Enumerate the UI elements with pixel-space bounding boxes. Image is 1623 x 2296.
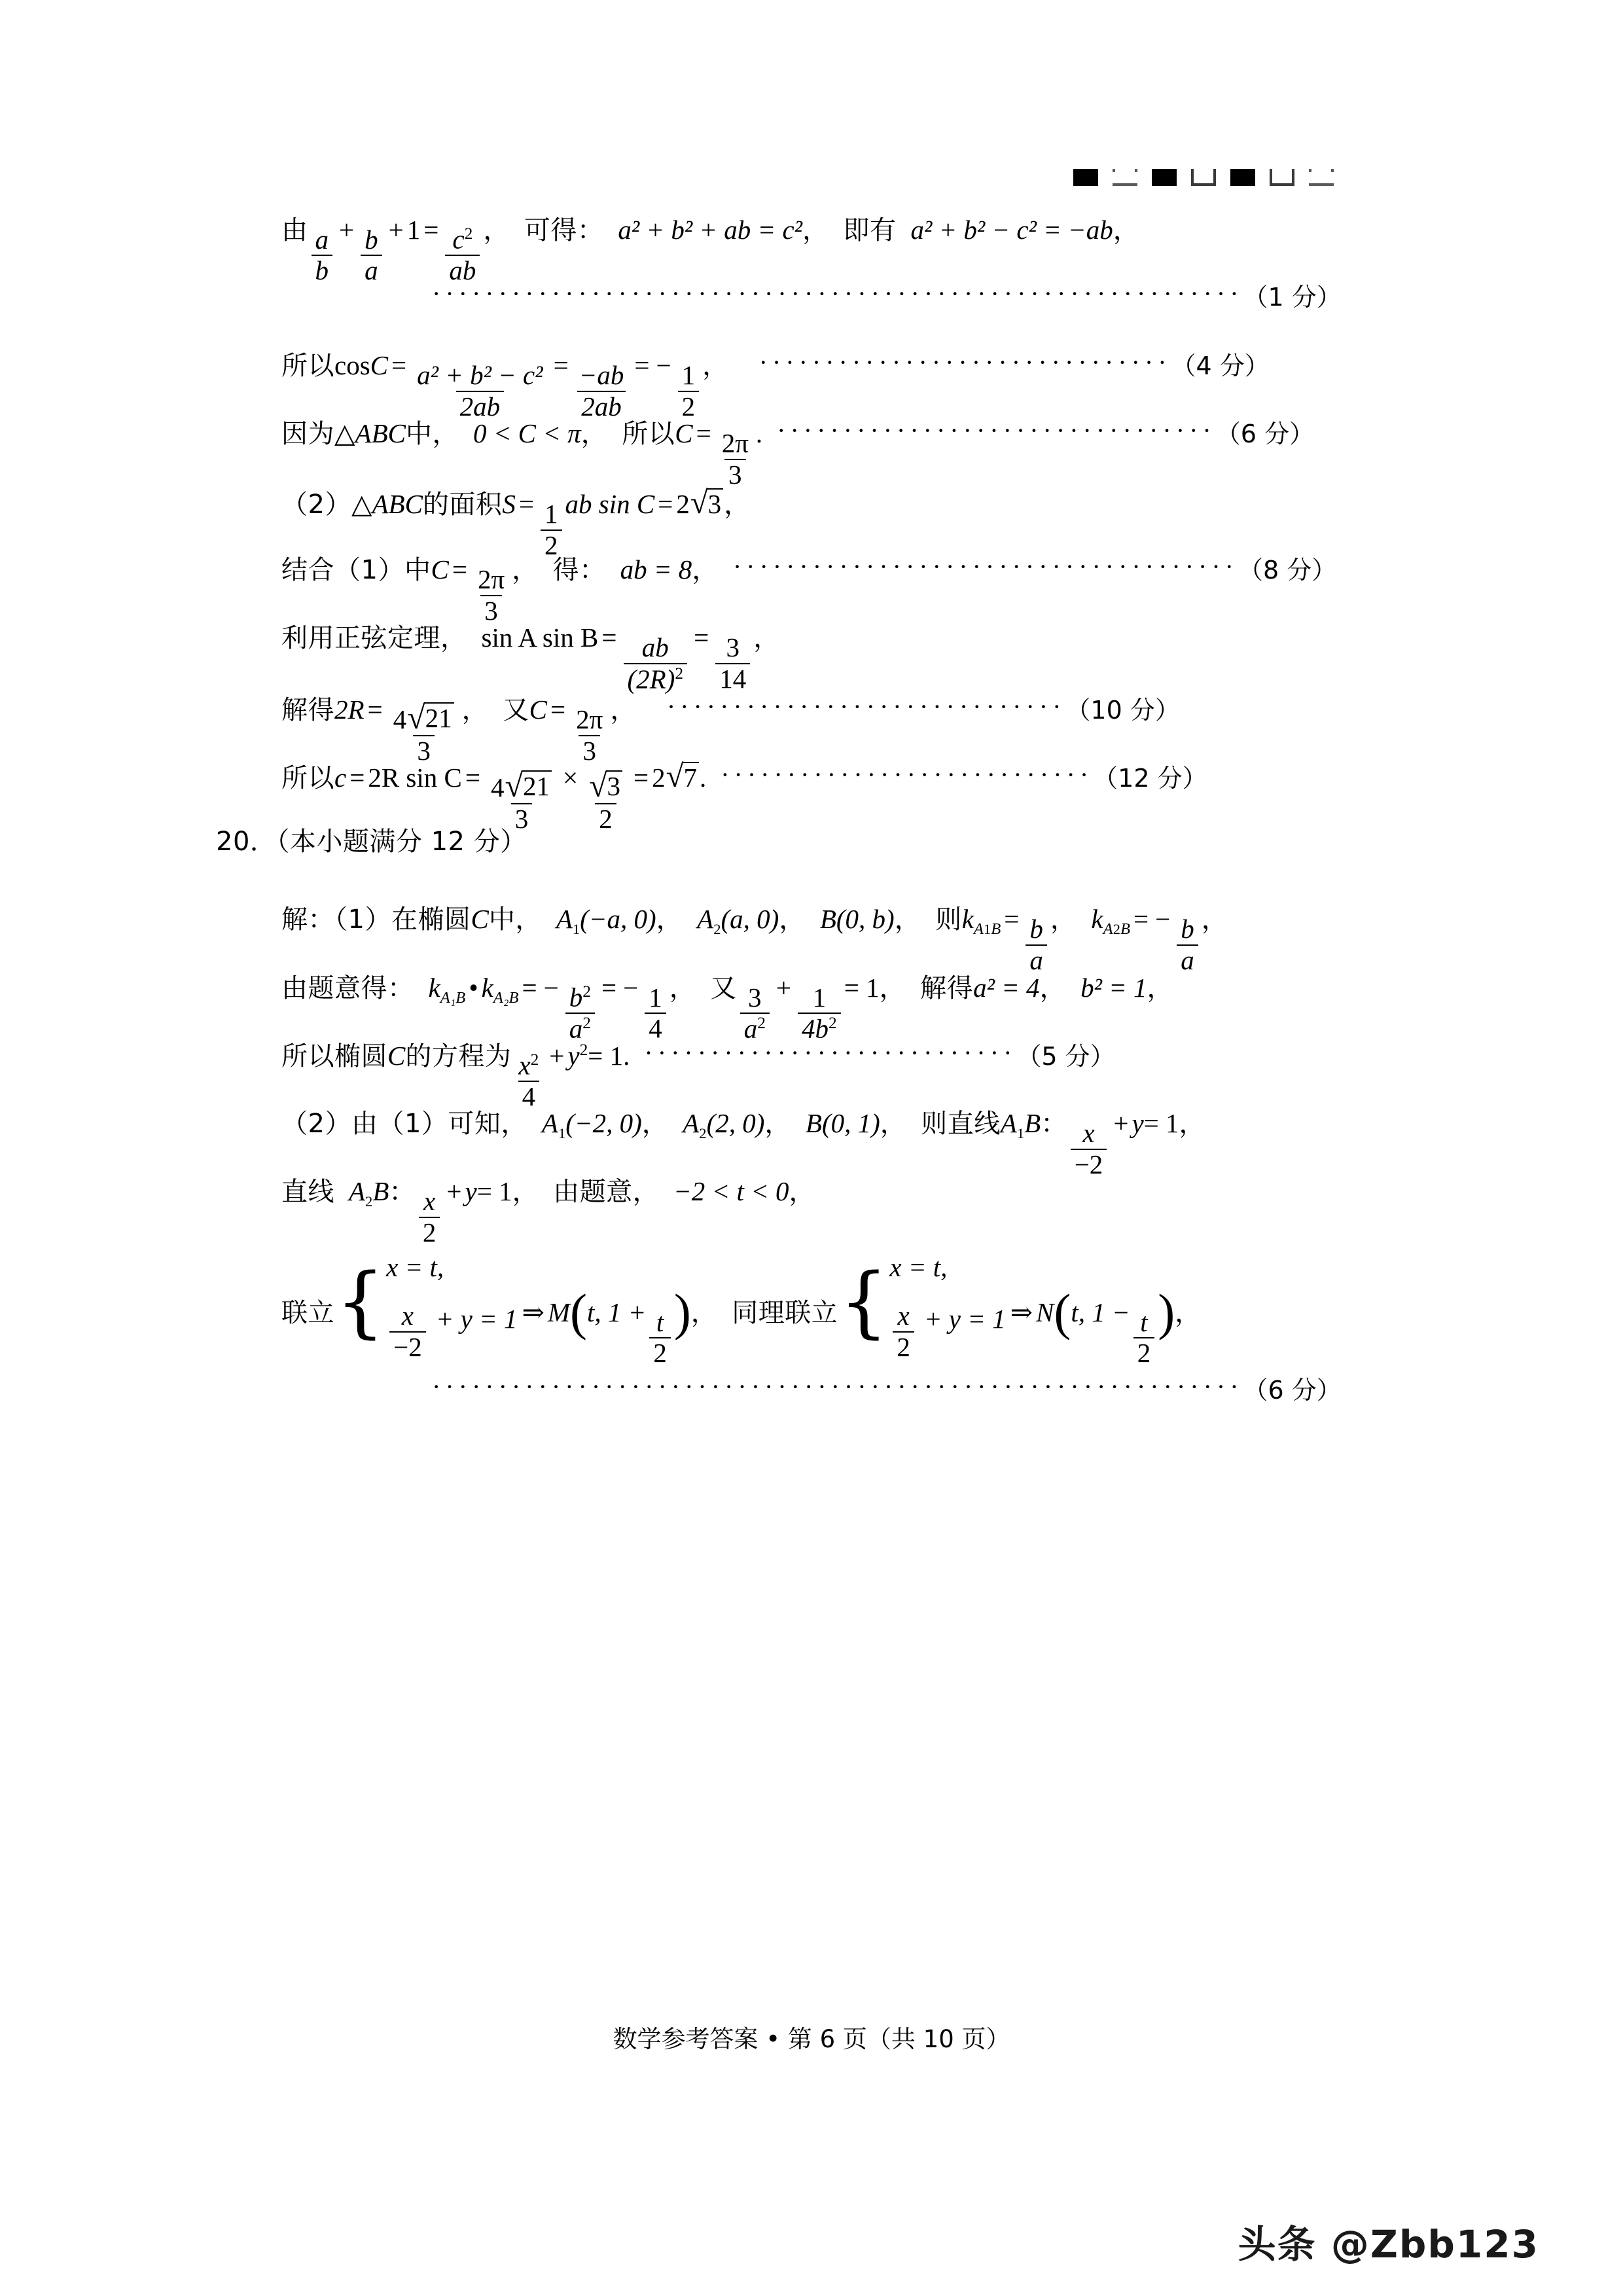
system-row-tail: + y = 1 [435,1304,518,1334]
text-youtiyi: 由题意， [553,1177,660,1207]
math-line-19-2R [0,692,1623,766]
line-lead-text: 由 [281,215,308,245]
variable-C: C [370,350,389,380]
score-mark: （10 分） [1065,696,1180,725]
point-N: N [1036,1297,1054,1327]
comma-1: ， [656,905,683,935]
text-suoyi: 所以 [281,763,334,793]
fraction-numerator: 4 √ 21 [389,702,459,735]
system-row-line-eq [889,1293,1006,1362]
text-suoyi-ellipse: 所以椭圆 [281,1041,387,1071]
system-row-x-eq-t: x = t, [889,1252,948,1282]
operator-equals: = [518,489,535,519]
comma-4: ， [1179,1109,1206,1139]
triangle-ABC: △ABC [351,489,423,519]
registration-mark-dashed [1309,169,1334,186]
expression-2: a² + b² − c² = −ab [910,214,1113,245]
math-line-19-range [0,420,1623,488]
variable-y-squared: $y^2$ [567,1040,588,1071]
comma-2: ， [789,1177,816,1207]
operator-equals-2: = [658,489,673,519]
colon: ： [1041,1109,1067,1139]
watermark: 头条 @Zbb123 [1238,2222,1539,2267]
point-M-coords: t, 1 + [587,1297,647,1327]
fraction-b-over-a: $\frac{b}{a}$ [361,226,382,285]
score-mark: （1 分） [1243,283,1342,312]
text-tonglilianli: 同理联立 [732,1297,838,1328]
period: . [623,1040,630,1071]
text-yinwei: 因为 [281,419,334,449]
fraction-x-over-neg2: $\frac{x}{-2}$ [1071,1120,1107,1179]
text-suoyi: 所以 [281,351,334,381]
fraction-x-over-2: $\frac{x}{2}$ [419,1188,440,1247]
leader-dots: ···························· [644,1039,1017,1066]
period: . [699,762,707,793]
text-jiede: 解得 [281,695,334,725]
operator-equals: = [423,214,439,245]
comma-5: ， [1201,905,1228,935]
fraction-denominator: $(2R)^2$ [624,663,688,693]
text-lianli: 联立 [281,1297,334,1328]
left-paren: ( [570,1283,587,1341]
operator-equals: = [367,694,383,725]
left-brace: { [336,1255,385,1346]
range-C: 0 < C < π [473,418,581,448]
ellipse-C: C [387,1040,406,1071]
comma: ， [690,1297,718,1328]
operator-implies-2: ⇒ [1010,1297,1033,1327]
math-line-20-4 [0,1110,1623,1178]
operator-equals-2: = [1133,904,1149,934]
right-paren: ) [673,1283,691,1341]
operator-negative-2: − [623,972,639,1003]
comma-2: ， [692,555,719,585]
text-solution-lead: 解：（1）在椭圆 [281,905,471,935]
operator-plus: + [339,214,355,245]
fraction-2pi-over-3: $\frac{2\pi}{3}$ [576,704,603,766]
result-coefficient: 2 [652,762,666,793]
colon: ： [389,1177,416,1207]
comma: ， [724,490,751,520]
operator-equals-3: = [634,350,650,380]
operator-equals: = [349,762,365,793]
expression-absinC: ab sin C [565,489,655,519]
math-line-19-ab8 [0,556,1623,624]
leader-dots: ······································ [732,554,1238,581]
fraction-a-over-b: $\frac{a}{b}$ [312,226,333,285]
fraction-denominator: $4b^2$ [798,1013,841,1043]
registration-mark-filled [1073,169,1098,186]
text-suoyi: 所以 [622,419,675,449]
fraction-xsq-over-4: $\frac{x^2}{4}$ [514,1052,543,1111]
math-line-19-cosC [0,352,1623,420]
system-row-line-eq [386,1293,518,1362]
text-jiede: 解得 [920,973,974,1003]
fraction-1-over-4bsq: $\frac{1}{4b^2}$ [798,984,841,1043]
score-line-6fen [0,1374,1623,1436]
point-B: B(0, b) [819,904,895,934]
fraction-2pi-over-3: $\frac{2\pi}{3}$ [477,564,505,626]
comma: ， [669,973,696,1003]
text-keyde: 可得： [524,215,604,245]
expression-sinAsinB: sin A sin B [481,622,599,653]
text-line: 则直线 [921,1109,1001,1139]
variable-C: C [431,554,449,584]
registration-mark-open [1191,169,1216,186]
comma: ， [512,1177,539,1207]
text-area: 的面积 [422,490,503,520]
comma-3: ， [1113,215,1140,245]
fraction-x-over-neg2: $\frac{x}{-2}$ [389,1302,426,1361]
fraction-csq-over-ab: $\frac{c^2}{ab}$ [445,226,480,285]
leader-dots: ································· [777,418,1216,444]
function-cos: cos [334,350,370,380]
point-N-coords: t, 1 − [1071,1297,1130,1327]
fraction-negab-over-2ab: $\frac{-ab}{2ab}$ [575,362,628,421]
fraction-t-over-2: $\frac{t}{2}$ [1133,1309,1155,1368]
left-paren: ( [1054,1283,1071,1341]
text-zhixian: 直线 [281,1177,334,1207]
range-t: −2 < t < 0 [673,1176,789,1206]
operator-implies: ⇒ [522,1297,544,1327]
square-root-7: √ 7 [666,762,699,791]
comma-2: ， [879,973,906,1003]
registration-mark-dashed [1113,169,1137,186]
math-line-19-c [0,759,1623,834]
score-mark: （5 分） [1016,1041,1115,1071]
fraction-neg-b-over-a: $\frac{b}{a}$ [1177,916,1198,975]
operator-equals-2: = [601,972,617,1003]
comma-3: ， [894,905,921,935]
right-paren: ) [1158,1283,1175,1341]
square-root-3: √ 3 [690,488,723,518]
fraction-4sqrt21-over-3: 4 √ 21 3 [389,702,459,765]
equals-one: = 1 [476,1176,512,1206]
comma-4: ， [1050,905,1077,935]
operator-plus-2: + [388,214,404,245]
text-sinerule: 利用正弦定理， [281,623,467,653]
equals-one: = 1 [1143,1108,1179,1138]
variable-y: y [465,1176,477,1206]
part-label-2: （2）由（1）可知， [281,1109,527,1139]
system-of-equations-1 [336,1252,518,1362]
math-line-20-1 [0,906,1623,974]
comma: ， [512,555,539,585]
fraction-t-over-2: $\frac{t}{2}$ [649,1309,671,1368]
score-mark: （12 分） [1093,764,1207,793]
fraction-numerator: 4 √ 21 [487,770,556,803]
fraction-3-over-14: $\frac{3}{14}$ [715,634,750,693]
fraction-ab-over-2Rsq: $\frac{ab}{(2R)^2}$ [624,634,688,693]
answer-content [0,216,1623,1436]
comma-2: ， [802,215,829,245]
registration-mark-filled [1152,169,1177,186]
operator-plus: + [1113,1108,1129,1138]
point-A2: $A_2(a$, 0) [697,904,779,938]
fraction-numerator: √ 3 [584,770,627,803]
system-row-tail: + y = 1 [923,1304,1006,1334]
problem-heading-text: 20．（本小题满分 12 分） [216,827,527,857]
page-footer: 数学参考答案 • 第 6 页（共 10 页） [613,2025,1010,2053]
fraction-2pi-over-3: $\frac{2\pi}{3}$ [721,427,749,490]
point-A1: $A_1(-2$, 0) [541,1108,642,1142]
text-jiyou: 即有 [843,215,897,245]
text-youtiyide: 由题意得： [281,973,414,1003]
slope-k-A1B: $k_{A_1B}$ [428,972,466,1007]
fraction-one-quarter: $\frac{1}{4}$ [645,984,666,1043]
fraction-numerator: $x^2$ [518,1050,539,1081]
score-line-1fen [0,281,1623,352]
comma-4: ， [1147,973,1174,1003]
fraction-numerator: $c^2$ [452,224,473,255]
operator-equals: = [391,350,407,380]
fraction-one-half: $\frac{1}{2}$ [678,362,700,421]
operator-dot: • [469,972,478,1003]
problem-20-heading [0,829,1623,906]
operator-equals: = [1004,904,1020,934]
slope-k-A2B: $k_{A_2B}$ [481,972,519,1007]
score-mark: （8 分） [1238,556,1337,584]
math-line-19-1 [0,216,1623,284]
fraction-x-over-2: $\frac{x}{2}$ [893,1302,914,1361]
fraction-cos-formula: $\frac{\text{a² + b² − c²}}{2ab}$ [417,359,543,422]
variable-C: C [529,694,547,725]
operator-equals: = [601,622,617,653]
text-you: 又 [503,695,529,725]
leader-dots: ······························· [758,350,1171,376]
operator-equals: = [696,418,711,448]
text-zhong: 中， [488,905,542,935]
operator-equals-3: = [633,762,649,793]
leader-dots: ······························ [666,694,1066,721]
comma: ， [461,695,489,725]
fraction-4sqrt21-over-3: 4 √ 21 3 [487,770,556,833]
comma-2: ， [764,1109,791,1139]
variable-c: c [334,762,347,793]
registration-mark-filled [1230,169,1255,186]
period: . [755,418,763,448]
text-ze: 则 [935,905,962,935]
math-line-19-area [0,485,1623,560]
operator-negative: − [543,972,559,1003]
operator-negative: − [1155,904,1171,934]
operator-plus: + [549,1040,565,1071]
leader-dots: ····························································· [432,281,1243,308]
variable-C: C [675,418,693,448]
operator-equals-2: = [694,622,709,653]
expression-1: a² + b² + ab = c² [618,214,802,245]
part-label-2: （2） [281,490,351,520]
slope-k-A1B: $k_{A1B}$ [961,904,1001,939]
number-one: 1 [406,214,421,245]
registration-marks [1073,169,1334,186]
fraction-bsq-over-asq [565,984,595,1043]
comma-1: ， [483,215,510,245]
fraction-denominator: $a^2$ [740,1013,770,1043]
text-zhong: 中， [405,419,459,449]
math-line-20-systems [0,1246,1623,1377]
score-mark: （6 分） [1243,1376,1342,1405]
triangle-ABC: △ABC [334,418,406,448]
comma-2: ， [1175,1297,1202,1328]
point-M: M [547,1297,571,1327]
math-line-20-5 [0,1178,1623,1246]
variable-S: S [502,489,516,519]
radical-sign: √ [690,485,708,520]
score-mark: （4 分） [1171,351,1270,380]
operator-plus: + [776,972,792,1003]
operator-times: × [562,762,579,793]
fraction-b-over-a: $\frac{b}{a}$ [1026,916,1047,975]
point-B: B(0, 1) [805,1108,880,1138]
fraction-numerator: $b^2$ [569,982,591,1013]
fraction-3-over-asq: $\frac{3}{a^2}$ [740,984,770,1043]
math-line-20-2 [0,972,1623,1045]
result-bsq: b² = 1 [1080,972,1147,1003]
result-ab: ab = 8 [620,554,692,584]
comma-3: ， [1039,973,1067,1003]
variable-2R: 2R [334,694,365,725]
line-A2B: $A_2B$ [349,1176,389,1210]
ellipse-C: C [471,904,489,934]
operator-equals: = [452,554,467,584]
comma-2: ， [610,695,637,725]
expression-2RsinC: 2R sin C [368,762,462,793]
text-you: 又 [710,973,737,1003]
comma: ， [702,351,729,381]
fraction-one-half: $\frac{1}{2}$ [541,501,562,560]
result-asq: a² = 4 [973,972,1040,1003]
operator-equals-2: = [465,762,480,793]
leader-dots: ····························································· [432,1374,1243,1401]
comma-3: ， [880,1109,907,1139]
radical-sign: √ [666,759,684,794]
equals-one: = 1 [588,1040,624,1071]
math-line-20-ellipse-eq [0,1039,1623,1112]
math-line-19-sinerule [0,624,1623,692]
comma: ， [753,623,780,653]
variable-y: y [1132,1108,1144,1138]
coefficient-2: 2 [676,489,690,519]
equals-one: = 1 [844,972,880,1003]
text-jiehe: 结合（1）中 [281,555,431,585]
registration-mark-open [1270,169,1294,186]
comma: ， [580,419,608,449]
operator-equals: = [522,972,537,1003]
system-of-equations-2 [839,1252,1006,1362]
text-equation-is: 的方程为 [405,1041,512,1071]
system-row-x-eq-t: x = t, [386,1252,444,1282]
point-A1: $A_1(-a$, 0) [556,904,656,938]
left-brace: { [839,1255,889,1346]
operator-equals-2: = [553,350,569,380]
text-de: 得： [552,555,606,585]
point-A2: $A_2(2$, 0) [683,1108,765,1142]
operator-negative: − [656,350,671,380]
fraction-denominator: $a^2$ [565,1013,595,1043]
fraction-sqrt3-over-2: √ 3 2 [584,770,627,833]
operator-equals-2: = [550,694,566,725]
leader-dots: ···························· [721,762,1094,789]
line-A1B: $A_1B$ [1000,1108,1041,1142]
comma-2: ， [779,905,806,935]
slope-k-A2B: $k_{A2B}$ [1091,904,1130,939]
operator-plus: + [446,1176,462,1206]
comma-1: ， [641,1109,669,1139]
score-mark: （6 分） [1215,420,1314,448]
